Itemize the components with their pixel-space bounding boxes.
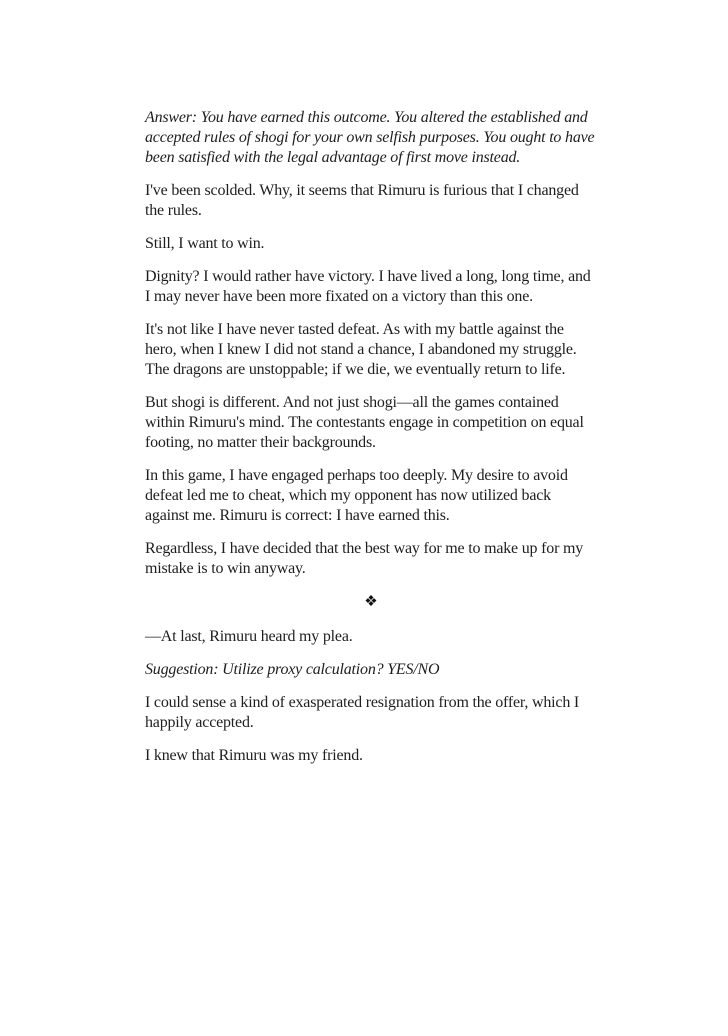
narration-paragraph: Dignity? I would rather have victory. I have lived a long, long time, and I may never have been more fixated on a victory than this one. [145, 268, 591, 305]
system-suggestion-text: Suggestion: Utilize proxy calculation? YES/NO [145, 661, 440, 678]
narration-paragraph: In this game, I have engaged perhaps too deeply. My desire to avoid defeat led me to cheat, which my opponent has now utilized back against me. Rimuru is correct: I have earned this. [145, 467, 568, 524]
narration-paragraph: Still, I want to win. [145, 235, 265, 252]
section-divider-ornament: ❖ [364, 594, 378, 610]
narration-paragraph: —At last, Rimuru heard my plea. [145, 628, 353, 645]
narration-paragraph: But shogi is different. And not just shogi—all the games contained within Rimuru's mind. The contestants engage in competition on equal footing, no matter their backgrounds. [145, 394, 584, 451]
narration-paragraph: I've been scolded. Why, it seems that Rimuru is furious that I changed the rules. [145, 182, 579, 219]
narration-paragraph: It's not like I have never tasted defeat. As with my battle against the hero, when I knew I did not stand a chance, I abandoned my struggle. The dragons are unstoppable; if we die, we eventually return to life. [145, 321, 577, 378]
text-column [145, 108, 597, 779]
system-answer-text: Answer: You have earned this outcome. You altered the established and accepted rules of shogi for your own selfish purposes. You ought to have been satisfied with the legal advantage of first move instead. [145, 109, 595, 166]
narration-paragraph: I knew that Rimuru was my friend. [145, 747, 363, 764]
narration-paragraph: I could sense a kind of exasperated resignation from the offer, which I happily accepted. [145, 694, 580, 731]
narration-paragraph: Regardless, I have decided that the best way for me to make up for my mistake is to win anyway. [145, 540, 584, 577]
